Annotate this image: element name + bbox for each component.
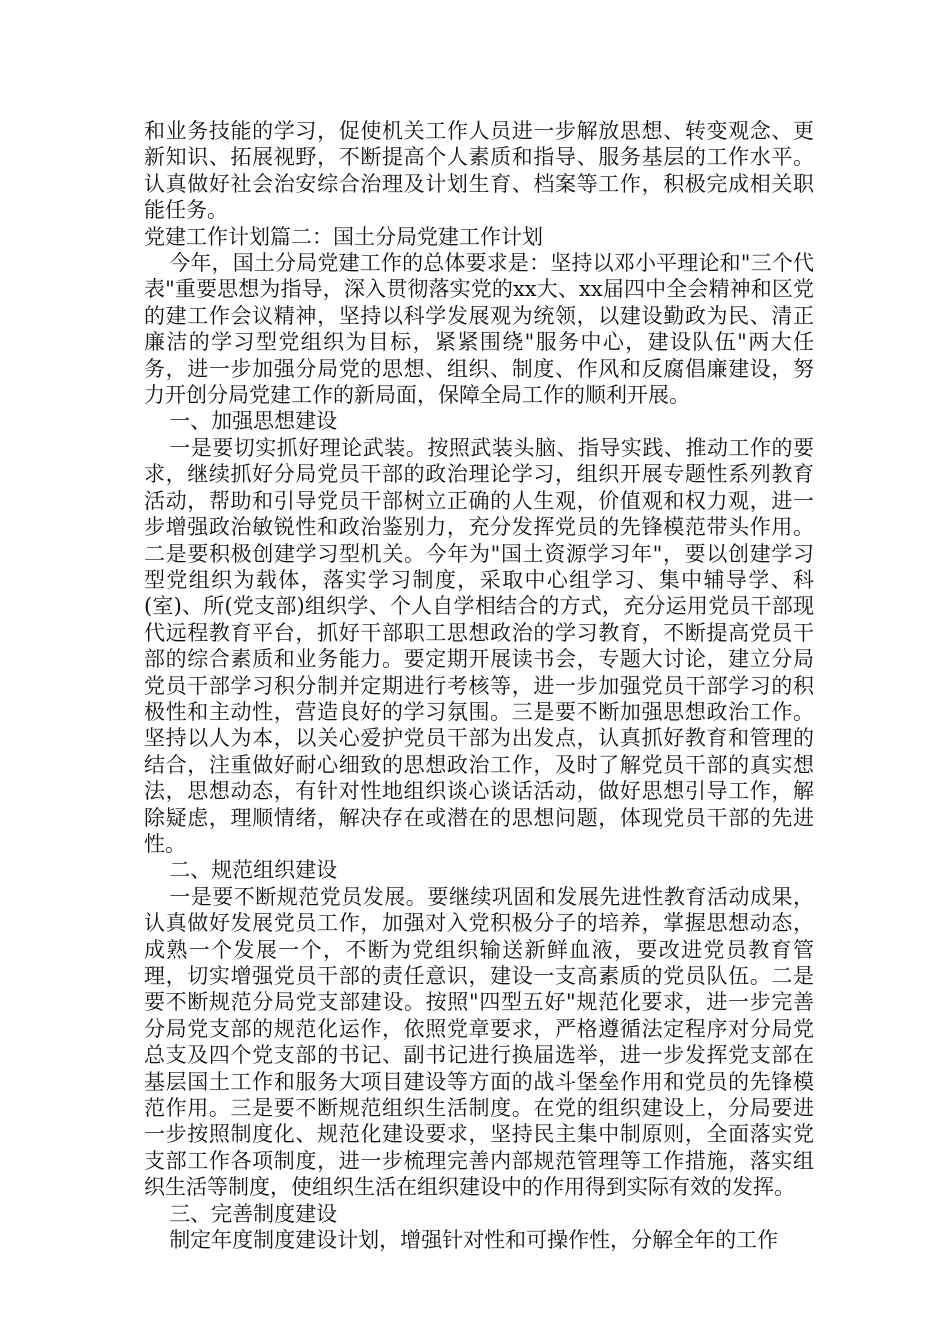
paragraph-continued: 和业务技能的学习，促使机关工作人员进一步解放思想、转变观念、更新知识、拓展视野，不断提高个人素质和指导、服务基层的工作水平。认真做好社会治安综合治理及计划生育、档案等工作，积极完成相关职能任务。 — [144, 119, 814, 223]
paragraph-system-building: 制定年度制度建设计划，增强针对性和可操作性，分解全年的工作 — [169, 1228, 779, 1253]
paragraph-thought-building: 一是要切实抓好理论武装。按照武装头脑、指导实践、推动工作的要求，继续抓好分局党员干部的政治理论学习，组织开展专题性系列教育活动，帮助和引导党员干部树立正确的人生观，价值观和权力观，进一步增强政治敏锐性和政治鉴别力，充分发挥党员的先锋模范带头作用。二是要积极创建学习型机关。今年为"国土资源学习年"，要以创建学习型党组织为载体，落实学习制度，采取中心组学习、集中辅导学、科(室)、所(党支部)组织学、个人自学相结合的方式，充分运用党员干部现代远程教育平台，抓好干部职工思想政治的学习教育，不断提高党员干部的综合素质和业务能力。要定期开展读书会，专题大讨论，建立分局党员干部学习积分制并定期进行考核等，进一步加强党员干部学习的积极性和主动性，营造良好的学习氛围。三是要不断加强思想政治工作。坚持以人为本，以关心爱护党员干部为出发点，认真抓好教育和管理的结合，注重做好耐心细致的思想政治工作，及时了解党员干部的真实想法，思想动态，有针对性地组织谈心谈话活动，做好思想引导工作，解除疑虑，理顺情绪，解决存在或潜在的思想问题，体现党员干部的先进性。 — [144, 435, 814, 856]
heading-thought-building: 一、加强思想建设 — [169, 409, 338, 434]
heading-organization-building: 二、规范组织建设 — [169, 858, 338, 883]
document-page — [144, 118, 814, 1253]
heading-system-building: 三、完善制度建设 — [169, 1201, 338, 1226]
section-title: 党建工作计划篇二：国土分局党建工作计划 — [144, 224, 543, 249]
paragraph-overview: 今年，国土分局党建工作的总体要求是：坚持以邓小平理论和"三个代表"重要思想为指导，深入贯彻落实党的xx大、xx届四中全会精神和区党的建工作会议精神，坚持以科学发展观为统领，以建设勤政为民、清正廉洁的学习型党组织为目标，紧紧围绕"服务中心，建设队伍"两大任务，进一步加强分局党的思想、组织、制度、作风和反腐倡廉建设，努力开创分局党建工作的新局面，保障全局工作的顺利开展。 — [144, 251, 814, 408]
paragraph-organization-building: 一是要不断规范党员发展。要继续巩固和发展先进性教育活动成果，认真做好发展党员工作，加强对入党积极分子的培养，掌握思想动态，成熟一个发展一个，不断为党组织输送新鲜血液，要改进党员教育管理，切实增强党员干部的责任意识，建设一支高素质的党员队伍。二是要不断规范分局党支部建设。按照"四型五好"规范化要求，进一步完善分局党支部的规范化运作，依照党章要求，严格遵循法定程序对分局党总支及四个党支部的书记、副书记进行换届选举，进一步发挥党支部在基层国土工作和服务大项目建设等方面的战斗堡垒作用和党员的先锋模范作用。三是要不断规范组织生活制度。在党的组织建设上，分局要进一步按照制度化、规范化建设要求，坚持民主集中制原则，全面落实党支部工作各项制度，进一步梳理完善内部规范管理等工作措施，落实组织生活等制度，使组织生活在组织建设中的作用得到实际有效的发挥。 — [144, 884, 814, 1200]
